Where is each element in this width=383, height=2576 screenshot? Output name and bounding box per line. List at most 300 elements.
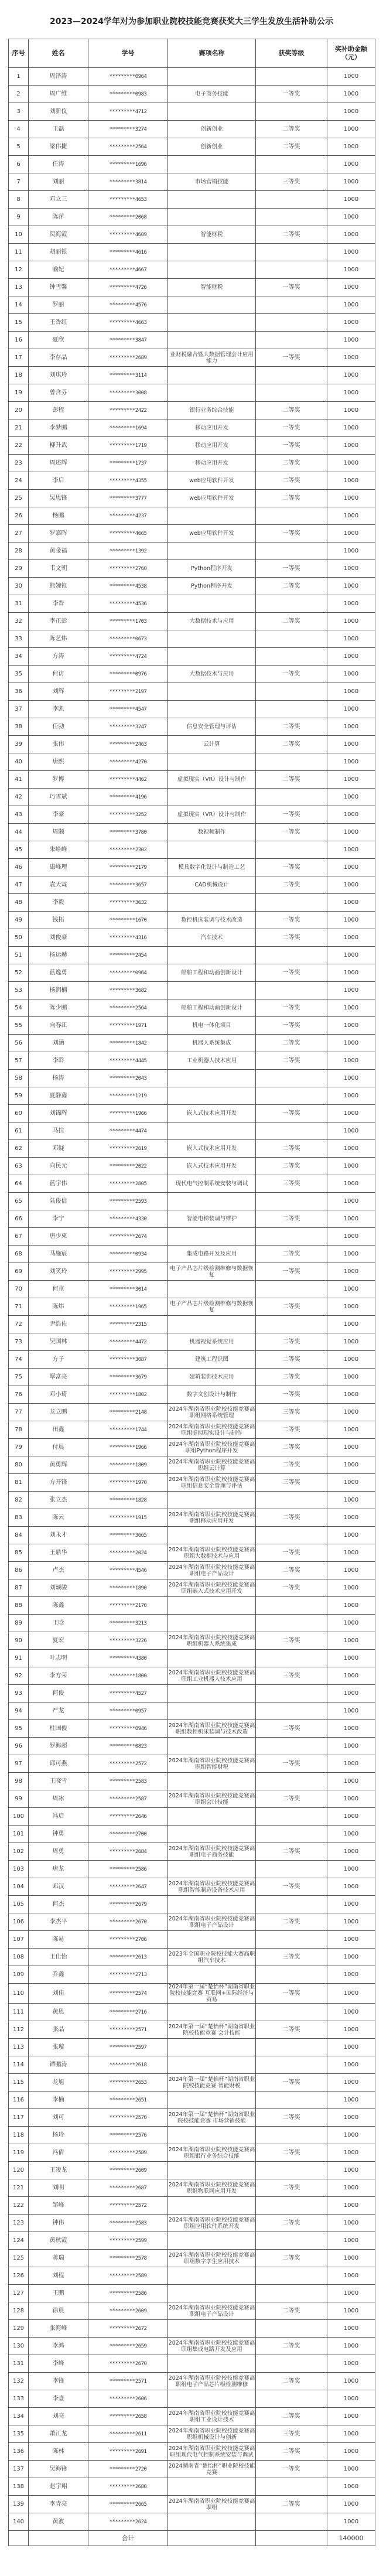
cell-level: 二等奖: [256, 2215, 327, 2232]
cell-seq: 96: [9, 1738, 29, 1755]
cell-project: 创新创业: [168, 121, 256, 138]
cell-name: 王晗: [29, 1615, 88, 1632]
cell-seq: 61: [9, 1122, 29, 1140]
cell-student-id: *********3847: [88, 332, 168, 349]
table-row: [9, 753, 375, 771]
cell-project: 2024年第一届“楚怡杯”湖南省职业院校技能竞赛 市场营销技能: [168, 2109, 256, 2127]
cell-amount: 1000: [327, 2127, 375, 2144]
cell-student-id: *********2619: [88, 1140, 168, 1158]
cell-seq: 39: [9, 736, 29, 753]
cell-project: 机器视觉系统应用: [168, 1333, 256, 1351]
cell-name: 王晓雪: [29, 1773, 88, 1790]
cell-name: 严龙: [29, 1702, 88, 1720]
cell-student-id: *********4445: [88, 1052, 168, 1070]
cell-student-id: *********2179: [88, 859, 168, 876]
cell-student-id: *********2068: [88, 209, 168, 226]
cell-seq: 16: [9, 332, 29, 349]
cell-student-id: *********2611: [88, 2425, 168, 2443]
cell-level: 二等奖: [256, 1509, 327, 1527]
cell-student-id: *********4546: [88, 1562, 168, 1579]
table-row: [9, 2425, 375, 2443]
cell-amount: 1000: [327, 2390, 375, 2408]
cell-project: 船舶工程和动画创新设计: [168, 964, 256, 982]
cell-level: [256, 296, 327, 314]
cell-name: 罗嘉晖: [29, 525, 88, 543]
table-row: [9, 419, 375, 437]
cell-level: 一等奖: [256, 1263, 327, 1281]
cell-project: [168, 1896, 256, 1913]
cell-project: [168, 332, 256, 349]
cell-student-id: *********1703: [88, 613, 168, 630]
cell-amount: 1000: [327, 490, 375, 507]
cell-level: [256, 2232, 327, 2250]
cell-name: 冯倩: [29, 2144, 88, 2162]
cell-seq: 5: [9, 138, 29, 156]
cell-seq: 100: [9, 1808, 29, 1826]
cell-project: [168, 753, 256, 771]
cell-seq: 67: [9, 1228, 29, 1246]
cell-project: [168, 2162, 256, 2179]
table-row: [9, 1035, 375, 1052]
cell-name: 卢杰: [29, 1562, 88, 1579]
cell-student-id: *********4316: [88, 929, 168, 947]
cell-amount: 1000: [327, 789, 375, 806]
cell-amount: 1000: [327, 244, 375, 261]
cell-name: 何访: [29, 666, 88, 683]
table-row: [9, 1404, 375, 1421]
cell-seq: 48: [9, 894, 29, 912]
award-table: [8, 39, 375, 2546]
cell-amount: 1000: [327, 1579, 375, 1597]
cell-amount: 1000: [327, 1087, 375, 1105]
cell-student-id: *********4462: [88, 771, 168, 789]
cell-project: 虚拟现实（VR）设计与制作: [168, 771, 256, 789]
table-row: [9, 736, 375, 753]
cell-amount: 1000: [327, 1228, 375, 1246]
cell-project: 2024年湖南省职业院校技能竞赛高职组智能财税: [168, 1755, 256, 1773]
table-row: [9, 1878, 375, 1896]
cell-amount: 1000: [327, 68, 375, 86]
cell-level: 一等奖: [256, 1386, 327, 1404]
cell-name: 覃富亮: [29, 1369, 88, 1386]
cell-name: 张伟: [29, 736, 88, 753]
table-row: [9, 2250, 375, 2267]
cell-seq: 59: [9, 1087, 29, 1105]
cell-seq: 2: [9, 86, 29, 103]
cell-seq: 56: [9, 1035, 29, 1052]
cell-student-id: *********1800: [88, 1667, 168, 1685]
page-title: 2023—2024学年对为参加职业院校技能竞赛获奖大三学生发放生活补助公示: [50, 17, 333, 26]
cell-name: 李晋: [29, 595, 88, 613]
cell-name: 刘可: [29, 2109, 88, 2127]
cell-amount: 1000: [327, 1158, 375, 1175]
cell-name: 陈艺炜: [29, 630, 88, 648]
cell-seq: 124: [9, 2232, 29, 2250]
cell-amount: 1000: [327, 2320, 375, 2338]
cell-level: 一等奖: [256, 1544, 327, 1562]
cell-level: [256, 1650, 327, 1667]
cell-name: 贺海霞: [29, 226, 88, 244]
cell-student-id: *********0964: [88, 964, 168, 982]
cell-student-id: *********4665: [88, 525, 168, 543]
cell-name: 李杰平: [29, 1913, 88, 1931]
cell-project: 建筑工程识图: [168, 1351, 256, 1369]
cell-name: 刘颖骏: [29, 1579, 88, 1597]
cell-seq: 37: [9, 701, 29, 718]
cell-amount: 1000: [327, 2425, 375, 2443]
cell-student-id: *********1965: [88, 1298, 168, 1316]
cell-amount: 1000: [327, 2232, 375, 2250]
cell-amount: 1000: [327, 1140, 375, 1158]
table-row: [9, 1175, 375, 1193]
cell-level: [256, 1070, 327, 1087]
cell-seq: 106: [9, 1913, 29, 1931]
table-row: [9, 490, 375, 507]
cell-seq: 109: [9, 1966, 29, 1984]
cell-seq: 14: [9, 296, 29, 314]
cell-name: 张立杰: [29, 1492, 88, 1509]
cell-student-id: *********2574: [88, 1984, 168, 2004]
cell-student-id: *********4547: [88, 701, 168, 718]
cell-project: [168, 1087, 256, 1105]
cell-level: [256, 1193, 327, 1210]
header-seq: 序号: [9, 39, 29, 68]
cell-seq: 111: [9, 2004, 29, 2021]
cell-project: [168, 1527, 256, 1544]
cell-seq: 74: [9, 1351, 29, 1369]
cell-amount: 1000: [327, 1404, 375, 1421]
cell-seq: 42: [9, 789, 29, 806]
cell-student-id: *********3014: [88, 1281, 168, 1298]
cell-seq: 10: [9, 226, 29, 244]
cell-project: [168, 1070, 256, 1087]
cell-amount: 1000: [327, 1966, 375, 1984]
cell-amount: 1000: [327, 771, 375, 789]
cell-student-id: *********2646: [88, 1808, 168, 1826]
table-row: [9, 964, 375, 982]
cell-seq: 121: [9, 2179, 29, 2197]
cell-student-id: *********2599: [88, 2232, 168, 2250]
table-row: [9, 701, 375, 718]
cell-student-id: *********2572: [88, 2197, 168, 2215]
cell-amount: 1000: [327, 578, 375, 595]
cell-level: 二等奖: [256, 490, 327, 507]
cell-seq: 38: [9, 718, 29, 736]
cell-student-id: *********3657: [88, 876, 168, 894]
cell-student-id: *********4472: [88, 1333, 168, 1351]
cell-seq: 133: [9, 2390, 29, 2408]
cell-seq: 113: [9, 2039, 29, 2056]
cell-level: [256, 261, 327, 279]
cell-student-id: *********2995: [88, 1263, 168, 1281]
cell-name: 周冰: [29, 1790, 88, 1808]
cell-name: 李楠: [29, 2091, 88, 2109]
cell-project: 2023年全国职业院校技能大赛高职组汽车技术: [168, 1949, 256, 1966]
cell-amount: 1000: [327, 1281, 375, 1298]
cell-seq: 129: [9, 2320, 29, 2338]
cell-student-id: *********2587: [88, 1790, 168, 1808]
cell-amount: 1000: [327, 806, 375, 824]
cell-amount: 1000: [327, 1492, 375, 1509]
cell-student-id: *********0957: [88, 1702, 168, 1720]
cell-project: 2024年湖南省职业院校技能竞赛高职组物联网应用开发: [168, 2179, 256, 2197]
cell-level: 二等奖: [256, 1035, 327, 1052]
cell-level: 二等奖: [256, 2144, 327, 2162]
cell-level: 一等奖: [256, 419, 327, 437]
cell-seq: 8: [9, 191, 29, 209]
cell-project: [168, 947, 256, 964]
cell-name: 陈云: [29, 1509, 88, 1527]
cell-project: [168, 841, 256, 859]
cell-amount: 1000: [327, 226, 375, 244]
cell-amount: 1000: [327, 1527, 375, 1544]
cell-level: 二等奖: [256, 138, 327, 156]
cell-student-id: *********2583: [88, 1773, 168, 1790]
cell-student-id: *********4237: [88, 507, 168, 525]
cell-name: 方开锋: [29, 1474, 88, 1492]
cell-name: 冯启: [29, 1808, 88, 1826]
cell-seq: 22: [9, 437, 29, 455]
table-row: [9, 1369, 375, 1386]
cell-student-id: *********1966: [88, 1105, 168, 1122]
cell-amount: 1000: [327, 824, 375, 841]
cell-project: 2024年湖南省职业院校技能竞赛高职组电子产品芯片级检测维修: [168, 2373, 256, 2390]
cell-amount: 1000: [327, 455, 375, 472]
cell-name: 田鑫: [29, 1421, 88, 1439]
cell-amount: 1000: [327, 296, 375, 314]
cell-name: 胡丽银: [29, 244, 88, 261]
cell-level: 二等奖: [256, 771, 327, 789]
cell-amount: 1000: [327, 1333, 375, 1351]
total-project-cell: [168, 2531, 256, 2546]
cell-project: 2024年湖南省职业院校技能竞赛高职组信息安全管理与评估: [168, 1474, 256, 1492]
cell-student-id: *********3274: [88, 121, 168, 138]
table-row: [9, 841, 375, 859]
cell-student-id: *********4653: [88, 191, 168, 209]
cell-name: 刘程: [29, 2267, 88, 2285]
cell-project: [168, 384, 256, 402]
cell-name: 王磊: [29, 121, 88, 138]
cell-amount: 1000: [327, 1808, 375, 1826]
cell-amount: 1000: [327, 2144, 375, 2162]
cell-seq: 93: [9, 1685, 29, 1702]
cell-level: 二等奖: [256, 121, 327, 138]
cell-name: 黄金福: [29, 543, 88, 560]
cell-project: 嵌入式技术应用开发: [168, 1105, 256, 1122]
cell-student-id: *********3114: [88, 367, 168, 384]
cell-level: 一等奖: [256, 1878, 327, 1896]
cell-project: 2024年湖南省职业院校技能竞赛高职组: [168, 2496, 256, 2513]
table-row: [9, 1738, 375, 1755]
cell-project: 创新创业: [168, 138, 256, 156]
cell-seq: 35: [9, 666, 29, 683]
cell-amount: 1000: [327, 2496, 375, 2513]
cell-level: 三等奖: [256, 1949, 327, 1966]
cell-seq: 103: [9, 1861, 29, 1878]
cell-student-id: *********4330: [88, 1210, 168, 1228]
cell-amount: 1000: [327, 1632, 375, 1650]
cell-student-id: *********4270: [88, 753, 168, 771]
cell-level: [256, 1738, 327, 1755]
cell-level: 二等奖: [256, 2250, 327, 2267]
cell-project: [168, 2197, 256, 2215]
cell-project: 2024年湖南省职业院校技能竞赛高职组机器人系统集成: [168, 1632, 256, 1650]
cell-level: [256, 1228, 327, 1246]
cell-seq: 34: [9, 648, 29, 666]
table-row: [9, 121, 375, 138]
cell-student-id: *********2672: [88, 2320, 168, 2338]
cell-amount: 1000: [327, 630, 375, 648]
cell-seq: 134: [9, 2408, 29, 2425]
cell-amount: 1000: [327, 1544, 375, 1562]
cell-level: 一等奖: [256, 824, 327, 841]
cell-amount: 1000: [327, 1017, 375, 1035]
cell-student-id: *********0946: [88, 1720, 168, 1738]
cell-project: 2024年湖南省职业院校技能竞赛高职组工业设计技术: [168, 2408, 256, 2425]
cell-level: 三等奖: [256, 1474, 327, 1492]
cell-amount: 1000: [327, 718, 375, 736]
cell-student-id: *********2720: [88, 2461, 168, 2478]
cell-student-id: *********1915: [88, 1509, 168, 1527]
cell-level: 二等奖: [256, 226, 327, 244]
cell-seq: 91: [9, 1650, 29, 1667]
cell-name: 刘涵: [29, 1035, 88, 1052]
cell-amount: 1000: [327, 1562, 375, 1579]
cell-project: 船舶工程和动画创新设计: [168, 999, 256, 1017]
cell-amount: 1000: [327, 1351, 375, 1369]
cell-project: 数视频制作: [168, 824, 256, 841]
document: [8, 5, 375, 2546]
table-row: [9, 1843, 375, 1861]
cell-project: [168, 2039, 256, 2056]
cell-student-id: *********2593: [88, 1193, 168, 1210]
table-row: [9, 1896, 375, 1913]
cell-level: 二等奖: [256, 1439, 327, 1456]
table-row: [9, 1158, 375, 1175]
cell-name: 周泽涛: [29, 68, 88, 86]
cell-project: 信息安全管理与评估: [168, 718, 256, 736]
cell-name: 邹峰: [29, 2197, 88, 2215]
table-row: [9, 894, 375, 912]
cell-name: 黄思: [29, 2004, 88, 2021]
cell-student-id: *********3008: [88, 384, 168, 402]
cell-level: 二等奖: [256, 1210, 327, 1228]
cell-project: 智能电梯装调与维护: [168, 1210, 256, 1228]
cell-project: 2024年湖南省职业院校技能竞赛高职组云计算: [168, 1456, 256, 1474]
cell-level: [256, 2513, 327, 2531]
cell-amount: 1000: [327, 2338, 375, 2355]
table-row: [9, 1351, 375, 1369]
cell-level: 二等奖: [256, 1562, 327, 1579]
cell-student-id: *********1737: [88, 455, 168, 472]
cell-student-id: *********1219: [88, 1087, 168, 1105]
cell-project: [168, 683, 256, 701]
cell-name: 杜国俊: [29, 1720, 88, 1738]
cell-seq: 94: [9, 1702, 29, 1720]
cell-project: [168, 1281, 256, 1298]
cell-name: 李凯: [29, 701, 88, 718]
cell-name: 蓝逸勇: [29, 964, 88, 982]
cell-amount: 1000: [327, 1790, 375, 1808]
cell-seq: 92: [9, 1667, 29, 1685]
cell-seq: 87: [9, 1579, 29, 1597]
cell-amount: 1000: [327, 1369, 375, 1386]
cell-project: [168, 209, 256, 226]
cell-name: 蓝宇伟: [29, 1175, 88, 1193]
cell-student-id: *********2197: [88, 683, 168, 701]
cell-amount: 1000: [327, 2162, 375, 2179]
table-row: [9, 2496, 375, 2513]
cell-amount: 1000: [327, 121, 375, 138]
cell-name: 黄秋霞: [29, 2232, 88, 2250]
table-row: [9, 2197, 375, 2215]
cell-project: [168, 1826, 256, 1843]
cell-project: 2024湖南省“楚怡杯”职业院校技能竞赛: [168, 2461, 256, 2478]
cell-seq: 115: [9, 2074, 29, 2091]
cell-project: 2024年湖南省职业院校技能竞赛高职组数控机床装调与技术改造: [168, 1720, 256, 1738]
cell-project: 集成电路开发及应用: [168, 1246, 256, 1263]
cell-amount: 1000: [327, 964, 375, 982]
cell-level: [256, 332, 327, 349]
cell-amount: 1000: [327, 1931, 375, 1949]
cell-level: 二等奖: [256, 1333, 327, 1351]
cell-student-id: *********1392: [88, 543, 168, 560]
table-row: [9, 1597, 375, 1615]
cell-name: 袁天霖: [29, 876, 88, 894]
cell-student-id: *********4726: [88, 279, 168, 296]
cell-seq: 50: [9, 929, 29, 947]
cell-level: 二等奖: [256, 2408, 327, 2425]
cell-project: 2024年湖南省职业院校技能竞赛高职组电子产品设计: [168, 1913, 256, 1931]
cell-level: 一等奖: [256, 964, 327, 982]
cell-student-id: *********2651: [88, 2091, 168, 2109]
cell-level: [256, 1527, 327, 1544]
cell-project: [168, 1966, 256, 1984]
cell-level: [256, 2320, 327, 2338]
cell-seq: 114: [9, 2056, 29, 2074]
cell-amount: 1000: [327, 2408, 375, 2425]
cell-amount: 1000: [327, 191, 375, 209]
table-row: [9, 1544, 375, 1562]
cell-name: 熊婉钰: [29, 578, 88, 595]
cell-seq: 102: [9, 1843, 29, 1861]
cell-name: 陆俊信: [29, 1193, 88, 1210]
table-row: [9, 2127, 375, 2144]
cell-level: [256, 543, 327, 560]
cell-seq: 17: [9, 349, 29, 367]
cell-seq: 7: [9, 173, 29, 191]
cell-project: 云计算: [168, 736, 256, 753]
table-row: [9, 173, 375, 191]
cell-name: 陈少鹏: [29, 999, 88, 1017]
table-row: [9, 543, 375, 560]
cell-project: 模具数字化设计与制造工艺: [168, 859, 256, 876]
cell-student-id: *********1970: [88, 1474, 168, 1492]
cell-student-id: *********2586: [88, 2285, 168, 2302]
cell-seq: 66: [9, 1210, 29, 1228]
cell-amount: 1000: [327, 1210, 375, 1228]
cell-student-id: *********3814: [88, 173, 168, 191]
table-row: [9, 156, 375, 173]
cell-project: [168, 1702, 256, 1720]
cell-name: 钟雪馨: [29, 279, 88, 296]
cell-name: 任涛: [29, 156, 88, 173]
cell-project: [168, 543, 256, 560]
cell-student-id: *********4538: [88, 578, 168, 595]
cell-amount: 1000: [327, 683, 375, 701]
cell-project: 大数据技术与应用: [168, 613, 256, 630]
cell-level: [256, 1597, 327, 1615]
